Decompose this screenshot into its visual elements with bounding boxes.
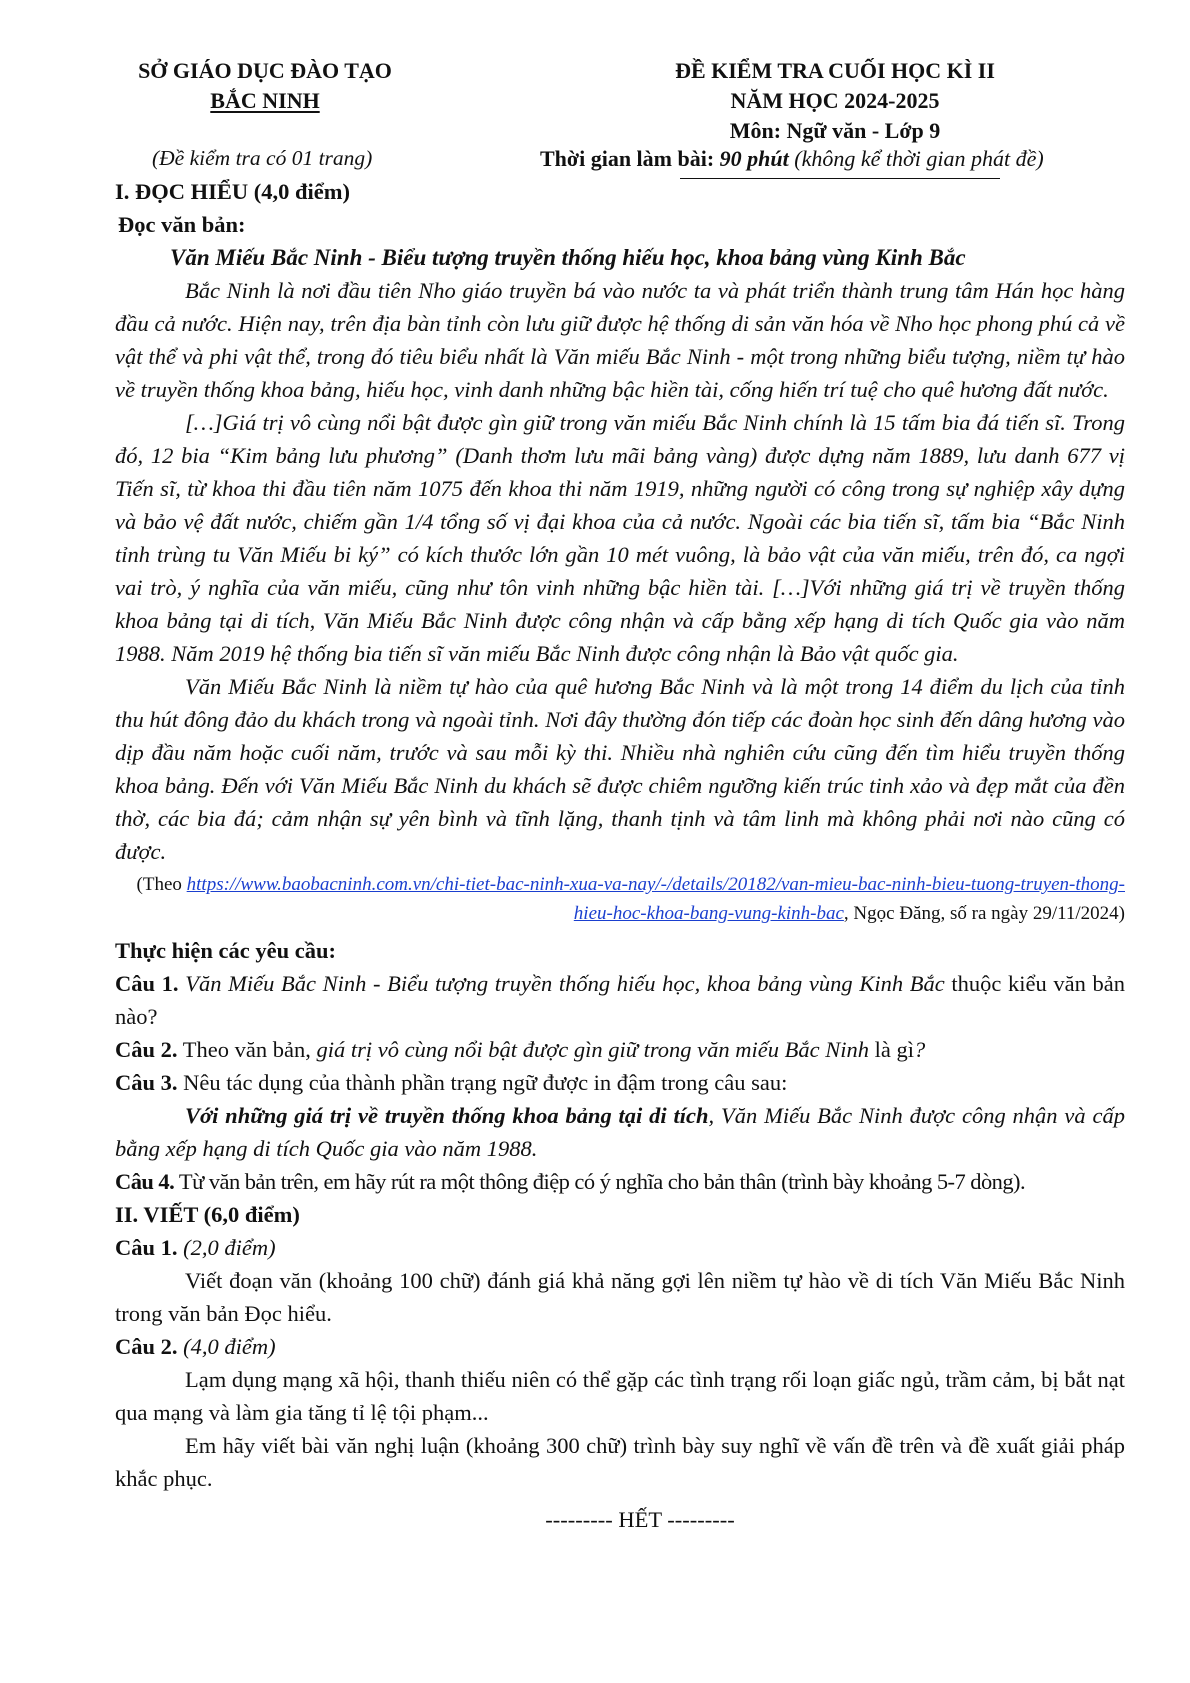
source-prefix: (Theo [136, 874, 187, 895]
read-label: Đọc văn bản: [118, 212, 246, 237]
q1-label: Câu 1. [115, 971, 179, 996]
exam-title: ĐỀ KIỂM TRA CUỐI HỌC KÌ II [675, 58, 995, 83]
source-suffix: , Ngọc Đăng, số ra ngày 29/11/2024) [843, 903, 1125, 924]
q3-label: Câu 3. [115, 1070, 178, 1095]
question-1 [115, 967, 1125, 1033]
org-line2: BẮC NINH [210, 88, 320, 113]
reading-paragraph-1: Bắc Ninh là nơi đầu tiên Nho giáo truyền bá vào nước ta và phát triển thành trung tâm Hán học hàng đầu cả nước. Hiện nay, trên địa bàn tỉnh còn lưu giữ được hệ thống di sản văn hóa về Nho học phong phú cả về vật thể và phi vật thể, trong đó tiêu biểu nhất là Văn miếu Bắc Ninh - một trong những biểu tượng, niềm tự hào về truyền thống khoa bảng, hiếu học, vinh danh những bậc hiền tài, cống hiến trí tuệ cho quê hương đất nước. [115, 278, 1125, 402]
reading-paragraph-3: Văn Miếu Bắc Ninh là niềm tự hào của quê hương Bắc Ninh và là một trong 14 điểm du lịch của tỉnh thu hút đông đảo du khách trong và ngoài tỉnh. Nơi đây thường đón tiếp các đoàn học sinh đến dâng hương vào dịp đầu năm hoặc cuối năm, trước và sau mỗi kỳ thi. Nhiều nhà nghiên cứu cũng đến tìm hiểu truyền thống khoa bảng. Đến với Văn Miếu Bắc Ninh du khách sẽ được chiêm ngưỡng kiến trúc tinh xảo và đẹp mắt của đền thờ, các bia đá; cảm nhận sự yên bình và tĩnh lặng, thanh tịnh và tâm linh mà không phải nơi nào cũng có được. [115, 674, 1125, 864]
writing-2-text-2: Em hãy viết bài văn nghị luận (khoảng 300 chữ) trình bày suy nghĩ về vấn đề trên và đề xuất giải pháp khắc phục. [115, 1433, 1125, 1491]
source-link[interactable]: https://www.baobacninh.com.vn/chi-tiet-bac-ninh-xua-va-nay/-/details/20182/van-mieu-bac-ninh-bieu-tuong-truyen-thong-hieu-hoc-khoa-bang-vung-kinh-bac [186, 874, 1125, 924]
q2-end: ? [914, 1037, 926, 1062]
reading-paragraph-2: […]Giá trị vô cùng nổi bật được gìn giữ trong văn miếu Bắc Ninh chính là 15 tấm bia đá tiến sĩ. Trong đó, 12 bia “Kim bảng lưu phương” (Danh thơm lưu mãi bảng vàng) được dựng năm 1889, lưu danh 677 vị Tiến sĩ, từ khoa thi đầu tiên năm 1075 đến khoa thi năm 1919, những người có công trong sự nghiệp xây dựng và bảo vệ đất nước, chiếm gần 1/4 tổng số vị đại khoa của cả nước. Ngoài các bia tiến sĩ, tấm bia “Bắc Ninh tỉnh trùng tu Văn Miếu bi ký” có kích thước lớn gần 10 mét vuông, là bảo vật của văn miếu, trên đó, ca ngợi vai trò, ý nghĩa của văn miếu, cũng như tôn vinh những bậc hiền tài. […]Với những giá trị về truyền thống khoa bảng tại di tích, Văn Miếu Bắc Ninh được công nhận và cấp bằng xếp hạng di tích Quốc gia vào năm 1988. Năm 2019 hệ thống bia tiến sĩ văn miếu Bắc Ninh được công nhận là Bảo vật quốc gia. [115, 410, 1125, 666]
part1-heading: I. ĐỌC HIỂU (4,0 điểm) [115, 179, 350, 204]
question-3 [115, 1066, 1125, 1099]
writing-2-text-1: Lạm dụng mạng xã hội, thanh thiếu niên có thể gặp các tình trạng rối loạn giấc ngủ, trầm cảm, bị bắt nạt qua mạng và làm gia tăng tỉ lệ tội phạm... [115, 1367, 1125, 1425]
q4-label: Câu 4. [115, 1169, 175, 1194]
end-mark: --------- HẾT --------- [545, 1507, 735, 1532]
writing-1-heading [115, 1231, 1125, 1264]
q2-label: Câu 2. [115, 1037, 178, 1062]
q3-bold-adverbial: Với những giá trị về truyền thống khoa bảng tại di tích [185, 1103, 709, 1128]
school-year: NĂM HỌC 2024-2025 [730, 88, 940, 113]
w1-label: Câu 1. [115, 1235, 178, 1260]
q3-text: Nêu tác dụng của thành phần trạng ngữ được in đậm trong câu sau: [183, 1070, 788, 1095]
q2-italic: giá trị vô cùng nổi bật được gìn giữ trong văn miếu Bắc Ninh [316, 1037, 869, 1062]
q4-text: Từ văn bản trên, em hãy rút ra một thông điệp có ý nghĩa cho bản thân (trình bày khoảng 5-7 dòng). [178, 1169, 1026, 1194]
w1-points: (2,0 điểm) [183, 1235, 276, 1260]
page-count-note: (Đề kiểm tra có 01 trang) [152, 146, 373, 170]
time-note: (không kể thời gian phát đề) [794, 146, 1044, 171]
question-3-sentence [115, 1099, 1125, 1165]
source-citation [115, 870, 1125, 928]
time-label: Thời gian làm bài: [540, 146, 715, 171]
q1-rest: thuộc kiểu văn bản nào? [115, 971, 1126, 1029]
q3-italic-rest: , Văn Miếu Bắc Ninh được công nhận và cấp bằng xếp hạng di tích Quốc gia vào năm 1988. [115, 1103, 1125, 1161]
time-line [540, 142, 1044, 175]
w2-label: Câu 2. [115, 1334, 178, 1359]
q1-text-title: Văn Miếu Bắc Ninh - Biểu tượng truyền thống hiếu học, khoa bảng vùng Kinh Bắc [185, 971, 945, 996]
time-value: 90 phút [719, 146, 789, 171]
w2-points: (4,0 điểm) [183, 1334, 276, 1359]
part2-heading: II. VIẾT (6,0 điểm) [115, 1202, 300, 1227]
q2-pre: Theo văn bản, [182, 1037, 311, 1062]
subject-line: Môn: Ngữ văn - Lớp 9 [729, 118, 941, 143]
reading-title: Văn Miếu Bắc Ninh - Biểu tượng truyền thống hiếu học, khoa bảng vùng Kinh Bắc [170, 245, 966, 270]
tasks-label: Thực hiện các yêu cầu: [115, 938, 336, 963]
writing-2-heading [115, 1330, 1125, 1363]
header-exam-info [600, 56, 1070, 146]
writing-1-text: Viết đoạn văn (khoảng 100 chữ) đánh giá khả năng gợi lên niềm tự hào về di tích Văn Miếu Bắc Ninh trong văn bản Đọc hiểu. [115, 1268, 1125, 1326]
question-4 [115, 1165, 1125, 1198]
question-2 [115, 1033, 1125, 1066]
exam-content [115, 175, 1125, 1536]
header-organization [100, 56, 430, 116]
q2-rest: là gì [874, 1037, 914, 1062]
org-line1: SỞ GIÁO DỤC ĐÀO TẠO [138, 58, 392, 83]
